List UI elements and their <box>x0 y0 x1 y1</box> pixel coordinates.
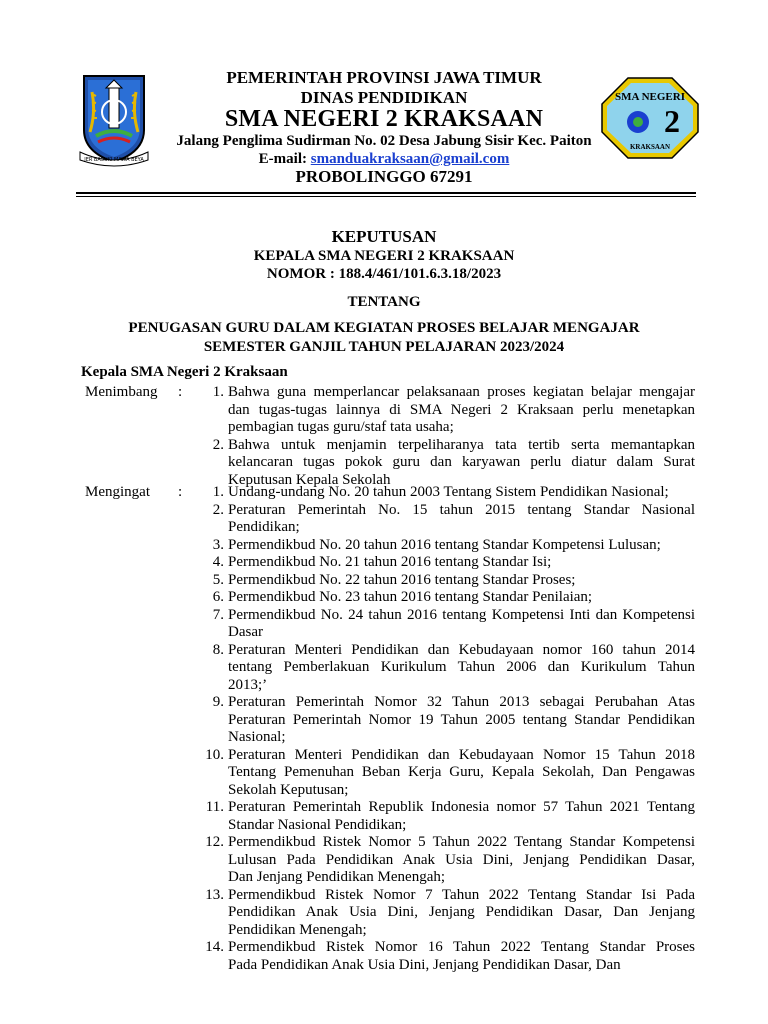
mengingat-item <box>180 642 695 695</box>
item-text-line: Permendikbud No. 21 tahun 2016 tentang Standar Isi; <box>228 554 552 570</box>
decree-subject-line-2: SEMESTER GANJIL TAHUN PELAJARAN 2023/2024 <box>203 339 565 355</box>
item-number: 1. <box>212 484 224 500</box>
item-number: 7. <box>212 606 224 623</box>
logo-number: 2 <box>664 103 680 139</box>
mengingat-item <box>180 834 695 887</box>
mengingat-item <box>180 537 695 555</box>
item-text-line: Pendidikan; <box>228 519 300 535</box>
item-number: 6. <box>212 589 224 605</box>
item-text-line: Peraturan Menteri Pendidikan dan Kebudayaan nomor 160 tahun 2014 <box>228 641 695 658</box>
item-text-line: Sekolah Keputusan; <box>228 781 349 798</box>
item-text <box>228 502 695 537</box>
item-text-line: Nasional; <box>228 729 286 745</box>
item-text <box>228 747 695 800</box>
school-name: SMA NEGERI 2 KRAKSAAN <box>224 106 544 132</box>
mengingat-item <box>180 554 695 572</box>
item-text <box>228 607 695 642</box>
email-link[interactable]: smanduakraksaan@gmail.com <box>310 151 510 167</box>
item-text-line: Bahwa untuk menjamin terpeliharanya tata tertib serta memantapkan <box>228 436 695 453</box>
decree-heading: Kepala SMA Negeri 2 Kraksaan <box>81 364 288 380</box>
email-line <box>160 151 608 168</box>
item-number: 12. <box>205 834 224 850</box>
item-text-line: Bahwa guna memperlancar pelaksanaan proses kegiatan belajar mengajar <box>228 384 695 400</box>
item-text-line: pembagian tugas guru/staf tata usaha; <box>228 419 454 435</box>
logo-top-text: SMA NEGERI <box>615 91 685 103</box>
decree-number: NOMOR : 188.4/461/101.6.3.18/2023 <box>266 266 502 282</box>
letterhead-divider-thin <box>76 196 696 197</box>
item-number: 11. <box>205 799 224 815</box>
item-text-line: Peraturan Menteri Pendidikan dan Kebudayaan Nomor 15 Tahun 2018 <box>228 746 695 763</box>
item-text-line: Dasar <box>228 624 263 640</box>
jawa-timur-emblem-icon <box>78 72 150 168</box>
item-text-line: Pendidikan Menengah; <box>228 921 367 938</box>
item-text-line: Peraturan Pemerintah No. 15 tahun 2015 tentang Standar Nasional <box>228 501 695 518</box>
menimbang-item <box>180 437 695 490</box>
item-text-line: Tentang Pemenuhan Beban Kerja Guru, Kepala Sekolah, Dan Pengawas <box>228 764 695 780</box>
item-text <box>228 834 695 887</box>
item-text <box>228 484 695 502</box>
decree-title: KEPUTUSAN <box>331 227 437 246</box>
school-logo-icon <box>600 76 700 160</box>
department-line: DINAS PENDIDIKAN <box>300 88 468 107</box>
mengingat-item <box>180 747 695 800</box>
item-text-line: Peraturan Pemerintah Nomor 19 Tahun 2005 tentang Standar Pendidikan <box>228 711 695 728</box>
item-text-line: Peraturan Pemerintah Republik Indonesia nomor 57 Tahun 2021 Tentang <box>228 799 695 815</box>
item-text-line: Keputusan Kepala Sekolah <box>228 471 391 488</box>
menimbang-label: Menimbang <box>85 384 158 400</box>
item-number: 13. <box>205 886 224 903</box>
decree-issuer: KEPALA SMA NEGERI 2 KRAKSAAN <box>253 248 515 264</box>
item-text <box>228 437 695 490</box>
item-text-line: Permendikbud Ristek Nomor 16 Tahun 2022 Tentang Standar Proses <box>228 939 695 955</box>
mengingat-label: Mengingat <box>85 484 150 500</box>
item-text <box>228 589 695 607</box>
item-text-line: Permendikbud Ristek Nomor 5 Tahun 2022 Tentang Standar Kompetensi <box>228 834 695 850</box>
mengingat-item <box>180 572 695 590</box>
email-label: E-mail: <box>258 151 311 167</box>
item-number: 1. <box>212 384 224 400</box>
emblem-banner-text: JER BASUKI MAWA BEYA <box>84 157 144 163</box>
mengingat-item <box>180 887 695 940</box>
item-text-line: Lulusan Pada Pendidikan Anak Usia Dini, Jenjang Pendidikan Dasar, <box>228 851 695 868</box>
item-number: 2. <box>212 436 224 453</box>
item-number: 2. <box>212 501 224 518</box>
item-text <box>228 642 695 695</box>
letterhead <box>0 0 768 200</box>
item-text <box>228 384 695 437</box>
item-number: 5. <box>212 571 224 588</box>
menimbang-item <box>180 384 695 437</box>
decree-subject-line-1: PENUGASAN GURU DALAM KEGIATAN PROSES BELAJAR MENGAJAR <box>128 320 640 336</box>
item-text <box>228 887 695 940</box>
letterhead-divider-thick <box>76 192 696 194</box>
mengingat-item <box>180 589 695 607</box>
city-postcode: PROBOLINGGO 67291 <box>295 167 473 186</box>
item-text-line: Permendikbud Ristek Nomor 7 Tahun 2022 Tentang Standar Isi Pada <box>228 886 695 903</box>
item-number: 14. <box>205 939 224 955</box>
item-text-line: Dan Jenjang Pendidikan Menengah; <box>228 869 446 885</box>
logo-bottom-text: KRAKSAAN <box>629 143 671 151</box>
mengingat-item <box>180 799 695 834</box>
decree-tentang: TENTANG <box>347 294 421 310</box>
item-text-line: kelancaran tugas pokok guru dan karyawan perlu diatur dalam Surat <box>228 454 695 470</box>
item-text-line: Pendidikan Anak Usia Dini, Jenjang Pendidikan Dasar, Dan Jenjang <box>228 904 695 920</box>
item-text-line: Undang-undang No. 20 tahun 2003 Tentang Sistem Pendidikan Nasional; <box>228 484 669 500</box>
item-text-line: Permendikbud No. 23 tahun 2016 tentang Standar Penilaian; <box>228 589 593 605</box>
item-text-line: tentang Pemberlakuan Kurikulum Tahun 2006 dan Kurikulum Tahun <box>228 659 695 675</box>
item-text-line: Permendikbud No. 20 tahun 2016 tentang Standar Kompetensi Lulusan; <box>228 536 661 553</box>
school-address: Jalang Penglima Sudirman No. 02 Desa Jabung Sisir Kec. Paiton <box>176 133 592 149</box>
item-text-line: Standar Nasional Pendidikan; <box>228 816 407 833</box>
item-text <box>228 537 695 555</box>
item-number: 9. <box>212 694 224 710</box>
item-text-line: 2013;’ <box>228 676 268 693</box>
mengingat-colon: : <box>178 484 183 500</box>
item-text-line: Pada Pendidikan Anak Usia Dini, Jenjang Pendidikan Dasar, Dan <box>228 956 621 973</box>
item-number: 3. <box>212 536 224 553</box>
government-line: PEMERINTAH PROVINSI JAWA TIMUR <box>226 68 542 87</box>
item-text <box>228 694 695 747</box>
mengingat-item <box>180 694 695 747</box>
mengingat-item <box>180 484 695 502</box>
mengingat-item <box>180 607 695 642</box>
item-text-line: dan tugas-tugas lainnya di SMA Negeri 2 Kraksaan perlu menetapkan <box>228 401 695 418</box>
item-text-line: Permendikbud No. 24 tahun 2016 tentang Kompetensi Inti dan Kompetensi <box>228 606 695 623</box>
item-text-line: Permendikbud No. 22 tahun 2016 tentang Standar Proses; <box>228 571 576 588</box>
item-text-line: Peraturan Pemerintah Nomor 32 Tahun 2013 sebagai Perubahan Atas <box>228 694 695 710</box>
item-text <box>228 799 695 834</box>
item-text <box>228 939 695 974</box>
item-text <box>228 554 695 572</box>
mengingat-item <box>180 939 695 974</box>
item-number: 8. <box>212 641 224 658</box>
menimbang-colon: : <box>178 384 183 400</box>
item-text <box>228 572 695 590</box>
item-number: 4. <box>212 554 224 570</box>
mengingat-item <box>180 502 695 537</box>
item-number: 10. <box>205 746 224 763</box>
